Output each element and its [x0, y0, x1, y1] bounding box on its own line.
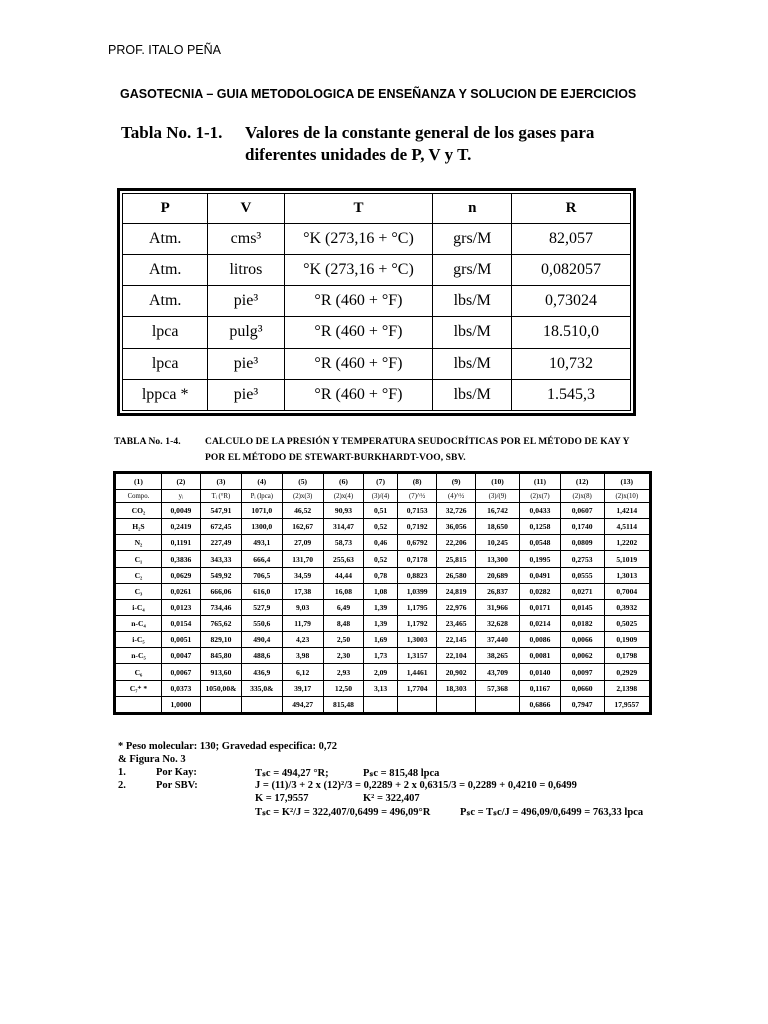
step2-j-formula: J = (11)/3 + 2 x (12)²/3 = 0,2289 + 2 x 0,6315/3 = 0,2289 + 0,4210 = 0,6499 [255, 780, 577, 791]
table-row [116, 664, 650, 680]
table-cell: 490,4 [242, 632, 283, 648]
header-cell: (8) [397, 474, 437, 490]
table-cell: 0,0066 [560, 632, 604, 648]
table-row [123, 286, 631, 317]
table-cell: 23,465 [437, 616, 475, 632]
header-cell: P [123, 194, 208, 224]
table-cell: 0,1995 [520, 551, 561, 567]
table-cell: 0,6866 [520, 696, 561, 712]
table-cell: 547,91 [200, 503, 241, 519]
table-cell: 22,145 [437, 632, 475, 648]
table-cell: 0,0062 [560, 648, 604, 664]
table-cell: 0,0047 [161, 648, 200, 664]
table-row [116, 583, 650, 599]
table-cell: 24,819 [437, 583, 475, 599]
table-cell: 38,265 [475, 648, 519, 664]
table-cell [475, 696, 519, 712]
table-cell: 1,0399 [397, 583, 437, 599]
table-cell: 1050,00& [200, 680, 241, 696]
table-cell: 314,47 [323, 519, 364, 535]
table-cell: 0,0171 [520, 599, 561, 615]
table-cell: Atm. [123, 223, 208, 254]
table-cell: lppca * [123, 379, 208, 410]
table-cell: 0,0097 [560, 664, 604, 680]
step1-label: Por Kay: [156, 767, 197, 778]
step2-psc: Pₛc = Tₛc/J = 496,09/0,6499 = 763,33 lpca [460, 807, 644, 818]
table-cell: 46,52 [282, 503, 323, 519]
table-cell: lbs/M [433, 286, 512, 317]
table-cell: 672,45 [200, 519, 241, 535]
table-row [116, 503, 650, 519]
table-cell: C₂ [116, 567, 162, 583]
header-cell: (10) [475, 474, 519, 490]
table-cell: C₃ [116, 583, 162, 599]
table-cell: 2,09 [364, 664, 398, 680]
header-cell: (2)x(8) [560, 490, 604, 503]
table-cell: °R (460 + °F) [284, 348, 433, 379]
table-cell: 0,0051 [161, 632, 200, 648]
step2-k: K = 17,9557 [255, 793, 309, 804]
table-cell: 20,902 [437, 664, 475, 680]
table-cell: lbs/M [433, 348, 512, 379]
table-cell: 1,08 [364, 583, 398, 599]
table-cell: 0,6792 [397, 535, 437, 551]
table-cell: 58,73 [323, 535, 364, 551]
table-cell: 32,628 [475, 616, 519, 632]
table-cell: 131,70 [282, 551, 323, 567]
table4-caption-1: CALCULO DE LA PRESIÓN Y TEMPERATURA SEUDOCRÍTICAS POR EL MÉTODO DE KAY Y [205, 437, 630, 447]
table-cell: 4,23 [282, 632, 323, 648]
table-cell: 493,1 [242, 535, 283, 551]
table-row [116, 519, 650, 535]
table-cell: °K (273,16 + °C) [284, 254, 433, 285]
table-cell: lbs/M [433, 317, 512, 348]
table-header-row [123, 194, 631, 224]
table-cell: 22,104 [437, 648, 475, 664]
table-cell: i-C₅ [116, 632, 162, 648]
header-cell: (4) [242, 474, 283, 490]
table-cell: 82,057 [512, 223, 631, 254]
table-cell: 1,4461 [397, 664, 437, 680]
header-cell: V [208, 194, 284, 224]
table-cell: 0,0081 [520, 648, 561, 664]
header-cell: (2)x(4) [323, 490, 364, 503]
step1-psc: Pₛc = 815,48 lpca [363, 768, 440, 779]
table-cell: H₂S [116, 519, 162, 535]
header-cell: (1) [116, 474, 162, 490]
header-cell: (3) [200, 474, 241, 490]
table-cell [116, 696, 162, 712]
table-header-row [116, 490, 650, 503]
table-cell: 0,1258 [520, 519, 561, 535]
table-cell: n-C₄ [116, 616, 162, 632]
table-cell: 31,966 [475, 599, 519, 615]
table-cell: 0,0282 [520, 583, 561, 599]
header-cell: (4)^½ [437, 490, 475, 503]
table-cell: C₆ [116, 664, 162, 680]
header-cell: (5) [282, 474, 323, 490]
table-cell: 2,30 [323, 648, 364, 664]
table-cell: 0,0607 [560, 503, 604, 519]
table-cell: 227,49 [200, 535, 241, 551]
table-row [123, 348, 631, 379]
table-cell: 18,650 [475, 519, 519, 535]
table-cell: i-C₄ [116, 599, 162, 615]
table-cell: 845,80 [200, 648, 241, 664]
table-cell: 829,10 [200, 632, 241, 648]
table-cell: 1,73 [364, 648, 398, 664]
table-cell: 0,1798 [604, 648, 649, 664]
table-cell: 1,1792 [397, 616, 437, 632]
table-cell: 1,69 [364, 632, 398, 648]
table-cell: 18,303 [437, 680, 475, 696]
table-cell: pie³ [208, 286, 284, 317]
table-cell: litros [208, 254, 284, 285]
table-cell: 0,7178 [397, 551, 437, 567]
step1-number: 1. [118, 767, 126, 778]
table-cell: 1,3157 [397, 648, 437, 664]
header-cell: Compo. [116, 490, 162, 503]
table-cell: 0,0154 [161, 616, 200, 632]
header-cell: (13) [604, 474, 649, 490]
table-cell: 488,6 [242, 648, 283, 664]
header-cell: (2)x(7) [520, 490, 561, 503]
table-cell: 11,79 [282, 616, 323, 632]
table-cell: 1,39 [364, 616, 398, 632]
header-cell: (11) [520, 474, 561, 490]
table-cell: 12,50 [323, 680, 364, 696]
table-cell [397, 696, 437, 712]
table-cell: lbs/M [433, 379, 512, 410]
step2-k-squared: K² = 322,407 [363, 793, 420, 804]
table-cell: 17,9557 [604, 696, 649, 712]
table-row [123, 379, 631, 410]
table-cell: 20,689 [475, 567, 519, 583]
table-cell: 0,0809 [560, 535, 604, 551]
table-row [123, 254, 631, 285]
table-cell: 39,17 [282, 680, 323, 696]
table-cell: 1,39 [364, 599, 398, 615]
table-cell: 0,0049 [161, 503, 200, 519]
table-cell: 0,1167 [520, 680, 561, 696]
table-cell: 815,48 [323, 696, 364, 712]
table-cell: 0,1740 [560, 519, 604, 535]
table-cell: 0,0491 [520, 567, 561, 583]
table-cell: 8,48 [323, 616, 364, 632]
table-cell: 1,3003 [397, 632, 437, 648]
table-cell: 0,0140 [520, 664, 561, 680]
table-cell: 5,1019 [604, 551, 649, 567]
table-cell: 666,4 [242, 551, 283, 567]
table-cell: C₁ [116, 551, 162, 567]
table-cell: 0,2419 [161, 519, 200, 535]
table-cell: 0,0123 [161, 599, 200, 615]
table-cell: n-C₅ [116, 648, 162, 664]
table-cell: 0,5025 [604, 616, 649, 632]
table-cell: 0,3836 [161, 551, 200, 567]
step2-label: Por SBV: [156, 780, 198, 791]
table-row [116, 535, 650, 551]
table-cell: 550,6 [242, 616, 283, 632]
table-cell: 0,0214 [520, 616, 561, 632]
table-cell: 0,0067 [161, 664, 200, 680]
table-cell: 9,03 [282, 599, 323, 615]
table-cell: pie³ [208, 348, 284, 379]
pseudocritical-table [113, 471, 652, 715]
table-cell: Atm. [123, 254, 208, 285]
table-cell: 43,709 [475, 664, 519, 680]
table-cell [200, 696, 241, 712]
table-cell: 22,206 [437, 535, 475, 551]
table-cell: 0,0629 [161, 567, 200, 583]
header-cell: (3)/(9) [475, 490, 519, 503]
table-row [116, 616, 650, 632]
table-cell: 0,0555 [560, 567, 604, 583]
header-cell: R [512, 194, 631, 224]
table-cell: lpca [123, 348, 208, 379]
table-cell: 549,92 [200, 567, 241, 583]
table-cell: 27,09 [282, 535, 323, 551]
header-cell: yᵢ [161, 490, 200, 503]
table-cell: 13,300 [475, 551, 519, 567]
header-cell: (2)x(10) [604, 490, 649, 503]
table-cell: 1300,0 [242, 519, 283, 535]
table-cell: 0,0261 [161, 583, 200, 599]
table-cell: 913,60 [200, 664, 241, 680]
table-cell: 44,44 [323, 567, 364, 583]
table-cell: 26,837 [475, 583, 519, 599]
table-cell: 4,5114 [604, 519, 649, 535]
table-cell [242, 696, 283, 712]
table-cell: 706,5 [242, 567, 283, 583]
header-cell: (6) [323, 474, 364, 490]
table-cell: 666,06 [200, 583, 241, 599]
table-cell: 18.510,0 [512, 317, 631, 348]
course-title: GASOTECNIA – GUIA METODOLOGICA DE ENSEÑANZA Y SOLUCION DE EJERCICIOS [120, 87, 637, 101]
table-row [116, 567, 650, 583]
table-cell: 765,62 [200, 616, 241, 632]
table-cell: 0,1909 [604, 632, 649, 648]
table-cell: °K (273,16 + °C) [284, 223, 433, 254]
table1-label: Tabla No. 1-1. [121, 123, 223, 142]
table-cell: 1071,0 [242, 503, 283, 519]
table-cell: 0,52 [364, 519, 398, 535]
header-cell: (3)/(4) [364, 490, 398, 503]
table-cell: 255,63 [323, 551, 364, 567]
header-cell: Pᵢ (lpca) [242, 490, 283, 503]
pseudocritical-grid [115, 473, 650, 713]
header-cell: (2)x(3) [282, 490, 323, 503]
table-cell: grs/M [433, 223, 512, 254]
table-cell: 32,726 [437, 503, 475, 519]
table-cell: 6,12 [282, 664, 323, 680]
table-cell: 0,2929 [604, 664, 649, 680]
table-cell: grs/M [433, 254, 512, 285]
table-row [116, 648, 650, 664]
table-cell: 0,52 [364, 551, 398, 567]
table-cell: 0,1191 [161, 535, 200, 551]
table-cell: 37,440 [475, 632, 519, 648]
table-cell: pulg³ [208, 317, 284, 348]
table-row [116, 599, 650, 615]
table-row [116, 551, 650, 567]
author-name: PROF. ITALO PEÑA [108, 43, 221, 57]
table-cell: 90,93 [323, 503, 364, 519]
table-cell: 0,082057 [512, 254, 631, 285]
table-cell: 57,368 [475, 680, 519, 696]
table-cell: 0,7153 [397, 503, 437, 519]
table-cell: 10,732 [512, 348, 631, 379]
table-cell: 0,7947 [560, 696, 604, 712]
table1-caption-2: diferentes unidades de P, V y T. [245, 145, 472, 164]
table-cell: 36,056 [437, 519, 475, 535]
step1-tsc: Tₛc = 494,27 °R; [255, 768, 329, 779]
table-row [123, 223, 631, 254]
table-cell: lpca [123, 317, 208, 348]
note-molecular-weight: * Peso molecular: 130; Gravedad especifica: 0,72 [118, 741, 337, 752]
table-cell: 0,51 [364, 503, 398, 519]
table-cell: 16,742 [475, 503, 519, 519]
table-cell [364, 696, 398, 712]
header-cell: (7) [364, 474, 398, 490]
gas-constant-grid [122, 193, 631, 411]
table-cell: 0,8823 [397, 567, 437, 583]
table-cell [437, 696, 475, 712]
header-cell: (2) [161, 474, 200, 490]
table4-label: TABLA No. 1-4. [114, 437, 181, 447]
table-row [116, 632, 650, 648]
table-cell: 34,59 [282, 567, 323, 583]
table-cell: 26,580 [437, 567, 475, 583]
table-cell: 0,3932 [604, 599, 649, 615]
header-cell: (9) [437, 474, 475, 490]
table-cell: 527,9 [242, 599, 283, 615]
table-cell: 0,0433 [520, 503, 561, 519]
table-cell: 25,815 [437, 551, 475, 567]
table-cell: 0,7004 [604, 583, 649, 599]
table-cell: 0,0548 [520, 535, 561, 551]
table-cell: 0,46 [364, 535, 398, 551]
table-cell: 17,38 [282, 583, 323, 599]
header-cell: T [284, 194, 433, 224]
table-cell: 1,3013 [604, 567, 649, 583]
table-cell: 22,976 [437, 599, 475, 615]
table-cell: 0,0271 [560, 583, 604, 599]
header-cell: (7)^½ [397, 490, 437, 503]
table-cell: °R (460 + °F) [284, 286, 433, 317]
table-cell: 0,0373 [161, 680, 200, 696]
table-cell: 6,49 [323, 599, 364, 615]
table-cell: 335,0& [242, 680, 283, 696]
table-cell: 0,0182 [560, 616, 604, 632]
table-cell: 0,2753 [560, 551, 604, 567]
header-cell: (12) [560, 474, 604, 490]
table-cell: 436,9 [242, 664, 283, 680]
table-cell: 0,0660 [560, 680, 604, 696]
table-cell: 3,13 [364, 680, 398, 696]
table-cell: 1,0000 [161, 696, 200, 712]
table-row [116, 680, 650, 696]
table-cell: 734,46 [200, 599, 241, 615]
step2-tsc: Tₛc = K²/J = 322,407/0,6499 = 496,09°R [255, 807, 431, 818]
table-cell: 10,245 [475, 535, 519, 551]
table-cell: 0,73024 [512, 286, 631, 317]
table-cell: 2,1398 [604, 680, 649, 696]
table-cell: CO₂ [116, 503, 162, 519]
table-cell: 0,78 [364, 567, 398, 583]
table-row [123, 317, 631, 348]
table-cell: 1,2202 [604, 535, 649, 551]
table1-caption-1: Valores de la constante general de los gases para [245, 123, 595, 142]
table-cell: 1,7704 [397, 680, 437, 696]
step2-number: 2. [118, 780, 126, 791]
table-cell: cms³ [208, 223, 284, 254]
table-cell: 0,0145 [560, 599, 604, 615]
table-cell: 343,33 [200, 551, 241, 567]
header-cell: n [433, 194, 512, 224]
table-cell: 16,08 [323, 583, 364, 599]
table-cell: °R (460 + °F) [284, 379, 433, 410]
table-cell: °R (460 + °F) [284, 317, 433, 348]
header-cell: Tᵢ (°R) [200, 490, 241, 503]
table4-caption-2: POR EL MÉTODO DE STEWART-BURKHARDT-VOO, SBV. [205, 453, 466, 463]
table-cell: C₇⁺ * [116, 680, 162, 696]
table-row [116, 696, 650, 712]
table-cell: 616,0 [242, 583, 283, 599]
table-cell: 0,0086 [520, 632, 561, 648]
table-cell: 494,27 [282, 696, 323, 712]
table-cell: 2,50 [323, 632, 364, 648]
table-cell: 1.545,3 [512, 379, 631, 410]
table-cell: pie³ [208, 379, 284, 410]
table-cell: N₂ [116, 535, 162, 551]
note-figure: & Figura No. 3 [118, 754, 186, 765]
gas-constant-table [117, 188, 636, 416]
table-header-row [116, 474, 650, 490]
table-cell: 2,93 [323, 664, 364, 680]
table-cell: 1,4214 [604, 503, 649, 519]
table-cell: 3,98 [282, 648, 323, 664]
table-cell: 1,1795 [397, 599, 437, 615]
table-cell: Atm. [123, 286, 208, 317]
table-cell: 0,7192 [397, 519, 437, 535]
table-cell: 162,67 [282, 519, 323, 535]
